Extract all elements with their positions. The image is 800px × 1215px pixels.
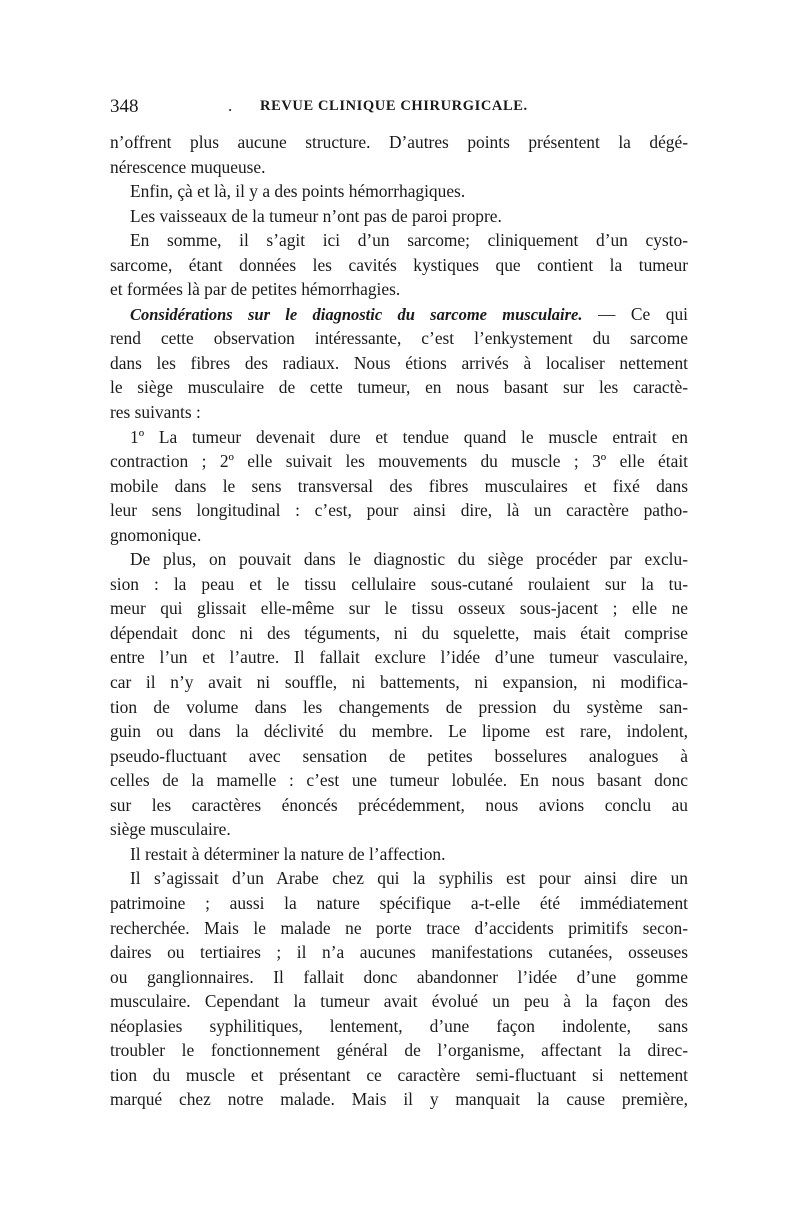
text-line: rend cette observation intéressante, c’est l’enkystement du sarcome — [110, 328, 688, 349]
text-line: daires ou tertiaires ; il n’a aucunes manifestations cutanées, osseuses — [110, 942, 688, 963]
page-number: 348 — [110, 96, 139, 117]
text-line: musculaire. Cependant la tumeur avait évolué un peu à la façon des — [110, 991, 688, 1012]
text-line: et formées là par de petites hémorrhagies. — [110, 279, 401, 300]
text-line: celles de la mamelle : c’est une tumeur lobulée. En nous basant donc — [110, 770, 688, 791]
body-text — [110, 130, 688, 1112]
text-line: pseudo-fluctuant avec sensation de petites bosselures analogues à — [110, 745, 688, 766]
text-line: dépendait donc ni des téguments, ni du squelette, mais était comprise — [110, 622, 688, 643]
text-line: recherchée. Mais le malade ne porte trace d’accidents primitifs secon- — [110, 917, 688, 938]
text-line: sarcome, étant données les cavités kystiques que contient la tumeur — [110, 254, 688, 275]
text-line: res suivants : — [110, 402, 201, 423]
text-line: dans les fibres des radiaux. Nous étions arrivés à localiser nettement — [110, 352, 688, 373]
header-separator: . — [228, 96, 233, 115]
document-page — [110, 96, 688, 1112]
text-line: tion du muscle et présentant ce caractère semi-fluctuant si nettement — [110, 1064, 688, 1085]
text-line: sion : la peau et le tissu cellulaire sous-cutané roulaient sur la tu- — [110, 573, 688, 594]
text-line: meur qui glissait elle-même sur le tissu osseux sous-jacent ; elle ne — [110, 598, 688, 619]
text-line: contraction ; 2º elle suivait les mouvements du muscle ; 3º elle était — [110, 451, 688, 472]
text-line: néoplasies syphilitiques, lentement, d’une façon indolente, sans — [110, 1015, 688, 1036]
text-line: guin ou dans la déclivité du membre. Le lipome est rare, indolent, — [110, 721, 688, 742]
text-line: gnomonique. — [110, 524, 202, 545]
text-line: marqué chez notre malade. Mais il y manquait la cause première, — [110, 1089, 688, 1110]
text-line: leur sens longitudinal : c’est, pour ainsi dire, là un caractère patho- — [110, 500, 688, 521]
text-line: 1º La tumeur devenait dure et tendue quand le muscle entrait en — [130, 426, 688, 447]
text-line: nérescence muqueuse. — [110, 156, 266, 177]
text-fragment: — Ce qui — [598, 303, 688, 324]
text-line: le siège musculaire de cette tumeur, en nous basant sur les caractè- — [110, 377, 688, 398]
text-line-with-heading — [110, 302, 688, 327]
running-head — [110, 96, 688, 124]
text-line: siège musculaire. — [110, 819, 231, 840]
text-line: mobile dans le sens transversal des fibres musculaires et fixé dans — [110, 475, 688, 496]
text-line: Il restait à déterminer la nature de l’affection. — [130, 843, 446, 864]
text-line: Il s’agissait d’un Arabe chez qui la syphilis est pour ainsi dire un — [130, 868, 688, 889]
text-line: entre l’un et l’autre. Il fallait exclure l’idée d’une tumeur vasculaire, — [110, 647, 688, 668]
text-line: car il n’y avait ni souffle, ni battements, ni expansion, ni modifica- — [110, 672, 688, 693]
text-line: sur les caractères énoncés précédemment, nous avions conclu au — [110, 794, 688, 815]
text-line: ou ganglionnaires. Il fallait donc abandonner l’idée d’une gomme — [110, 966, 688, 987]
text-line: De plus, on pouvait dans le diagnostic du siège procéder par exclu- — [130, 549, 688, 570]
text-line: En somme, il s’agit ici d’un sarcome; cliniquement d’un cysto- — [130, 230, 688, 251]
section-heading: Considérations sur le diagnostic du sarcome musculaire. — [130, 304, 583, 324]
text-line: Enfin, çà et là, il y a des points hémorrhagiques. — [130, 181, 466, 202]
text-line: Les vaisseaux de la tumeur n’ont pas de paroi propre. — [130, 205, 502, 226]
text-line: troubler le fonctionnement général de l’organisme, affectant la direc- — [110, 1040, 688, 1061]
text-line: tion de volume dans les changements de pression du système san- — [110, 696, 688, 717]
journal-title: REVUE CLINIQUE CHIRURGICALE. — [260, 98, 528, 114]
text-line: patrimoine ; aussi la nature spécifique a-t-elle été immédiatement — [110, 892, 688, 913]
text-line: n’offrent plus aucune structure. D’autres points présentent la dégé- — [110, 132, 688, 152]
